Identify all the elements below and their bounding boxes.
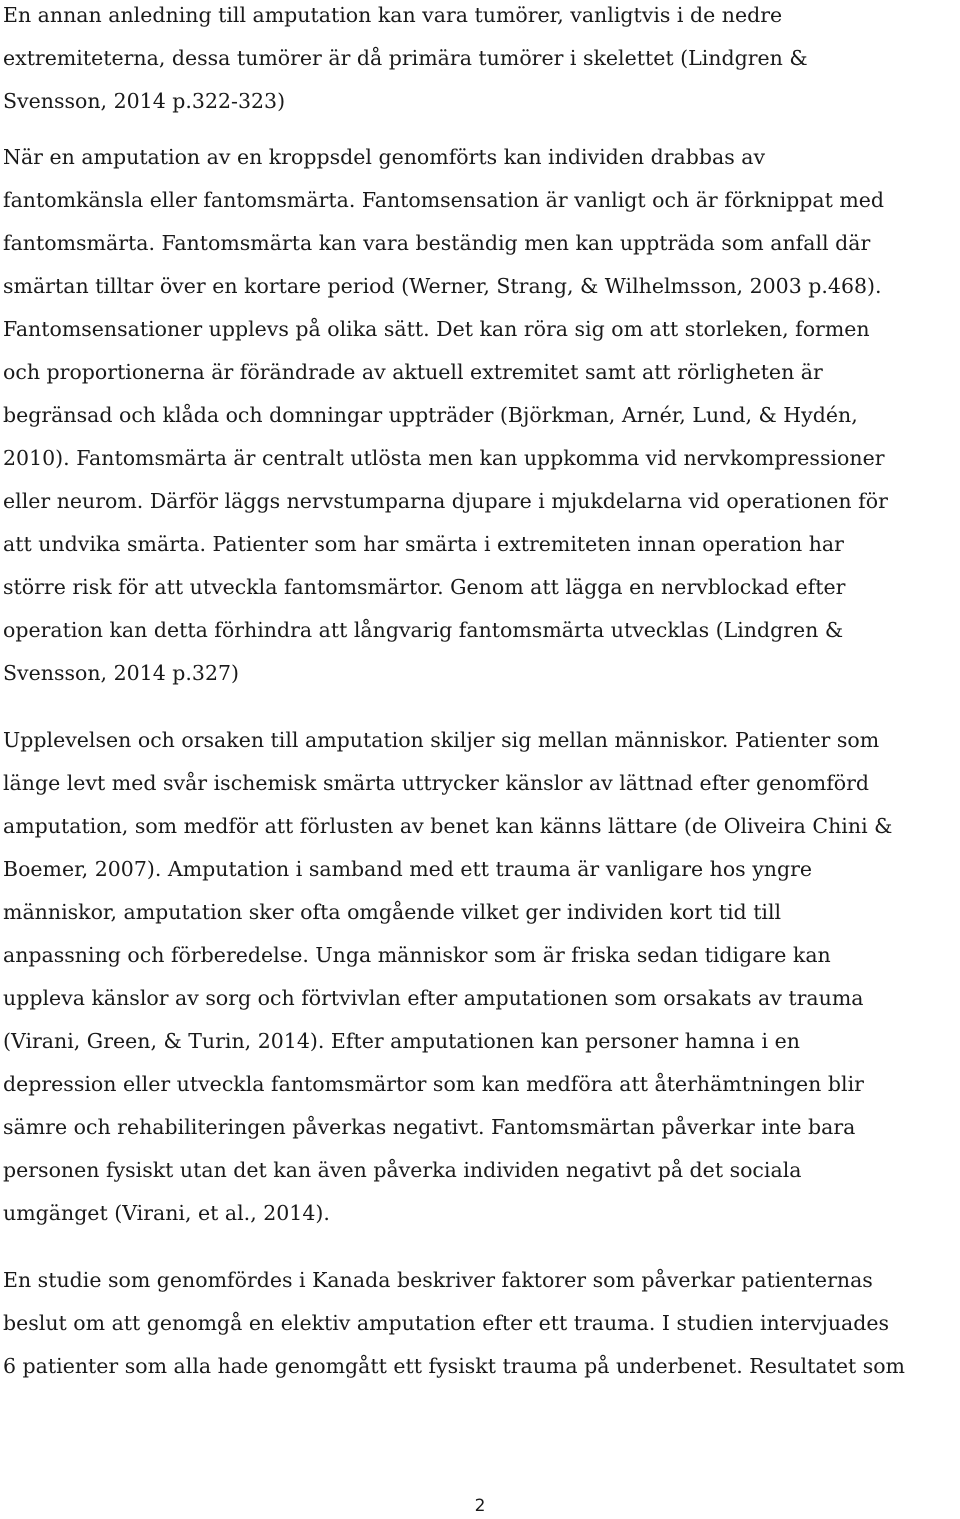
text-line: personen fysiskt utan det kan även påverka individen negativt på det sociala	[3, 1158, 802, 1182]
text-line: eller neurom. Därför läggs nervstumparna djupare i mjukdelarna vid operationen för	[3, 489, 888, 513]
text-line: 6 patienter som alla hade genomgått ett fysiskt trauma på underbenet. Resultatet som	[3, 1354, 905, 1378]
paragraph	[3, 142, 960, 701]
text-line: (Virani, Green, & Turin, 2014). Efter amputationen kan personer hamna i en	[3, 1029, 800, 1053]
text-line: En studie som genomfördes i Kanada beskriver faktorer som påverkar patienternas	[3, 1268, 873, 1292]
text-line: begränsad och klåda och domningar uppträder (Björkman, Arnér, Lund, & Hydén,	[3, 403, 858, 427]
text-line: smärtan tilltar över en kortare period (Werner, Strang, & Wilhelmsson, 2003 p.468).	[3, 274, 882, 298]
text-line: fantomkänsla eller fantomsmärta. Fantomsensation är vanligt och är förknippat med	[3, 188, 885, 212]
text-line: En annan anledning till amputation kan vara tumörer, vanligtvis i de nedre	[3, 3, 783, 27]
text-line: sämre och rehabiliteringen påverkas negativt. Fantomsmärtan påverkar inte bara	[3, 1115, 856, 1139]
text-line: 2010). Fantomsmärta är centralt utlösta men kan uppkomma vid nervkompressioner	[3, 446, 885, 470]
text-line: När en amputation av en kroppsdel genomförts kan individen drabbas av	[3, 145, 766, 169]
text-line: umgänget (Virani, et al., 2014).	[3, 1201, 330, 1225]
text-line: depression eller utveckla fantomsmärtor som kan medföra att återhämtningen blir	[3, 1072, 864, 1096]
text-line: att undvika smärta. Patienter som har smärta i extremiteten innan operation har	[3, 532, 844, 556]
paragraph	[3, 1265, 960, 1394]
text-line: Svensson, 2014 p.327)	[3, 661, 240, 685]
text-line: och proportionerna är förändrade av aktuell extremitet samt att rörligheten är	[3, 360, 823, 384]
text-line: amputation, som medför att förlusten av benet kan känns lättare (de Oliveira Chini &	[3, 814, 893, 838]
text-line: människor, amputation sker ofta omgående vilket ger individen kort tid till	[3, 900, 782, 924]
text-line: extremiteterna, dessa tumörer är då primära tumörer i skelettet (Lindgren &	[3, 46, 808, 70]
text-line: Svensson, 2014 p.322-323)	[3, 89, 286, 113]
page-number: 2	[474, 1496, 486, 1516]
paragraph	[3, 0, 960, 129]
text-line: operation kan detta förhindra att långvarig fantomsmärta utvecklas (Lindgren &	[3, 618, 844, 642]
text-line: beslut om att genomgå en elektiv amputation efter ett trauma. I studien intervjuades	[3, 1311, 890, 1335]
text-line: uppleva känslor av sorg och förtvivlan efter amputationen som orsakats av trauma	[3, 986, 864, 1010]
text-line: större risk för att utveckla fantomsmärtor. Genom att lägga en nervblockad efter	[3, 575, 846, 599]
paragraph	[3, 725, 960, 1241]
text-line: Boemer, 2007). Amputation i samband med ett trauma är vanligare hos yngre	[3, 857, 813, 881]
text-line: länge levt med svår ischemisk smärta uttrycker känslor av lättnad efter genomförd	[3, 771, 870, 795]
document-page	[3, 0, 960, 1394]
text-line: anpassning och förberedelse. Unga människor som är friska sedan tidigare kan	[3, 943, 831, 967]
text-line: Upplevelsen och orsaken till amputation skiljer sig mellan människor. Patienter som	[3, 728, 880, 752]
text-line: fantomsmärta. Fantomsmärta kan vara beständig men kan uppträda som anfall där	[3, 231, 871, 255]
text-line: Fantomsensationer upplevs på olika sätt. Det kan röra sig om att storleken, formen	[3, 317, 870, 341]
